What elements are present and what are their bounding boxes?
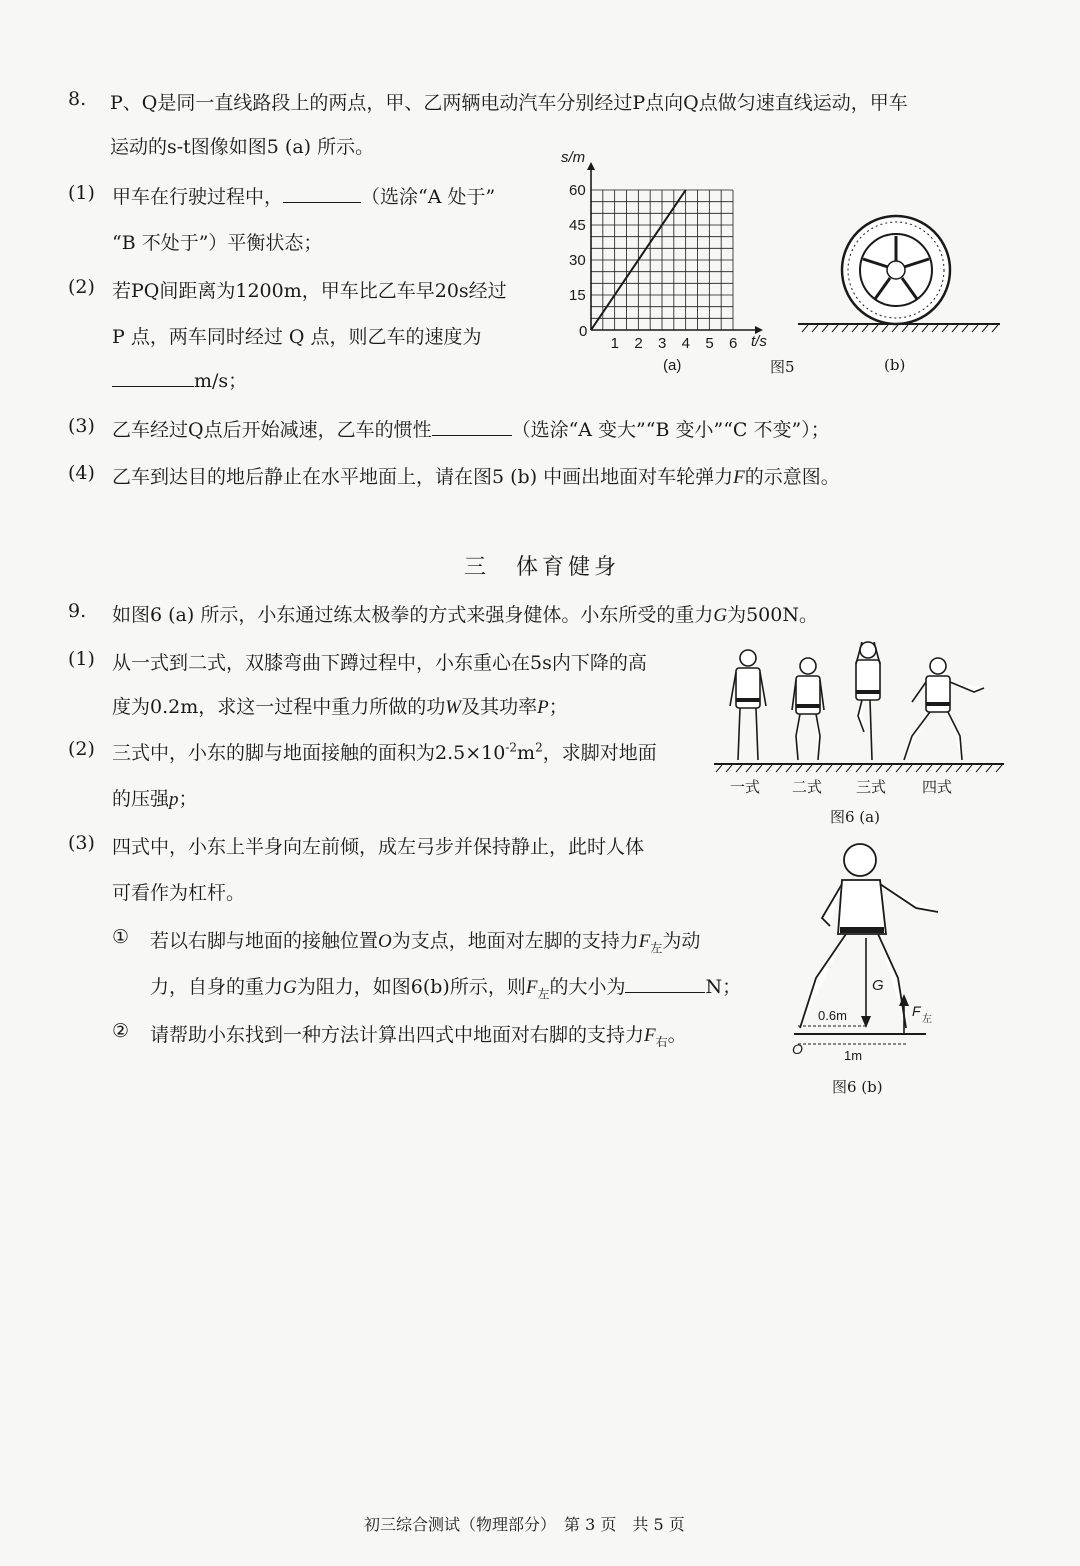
q8-part2-answer-blank[interactable] [112, 368, 194, 387]
x-tick-label: 6 [729, 335, 738, 352]
q9-number: 9. [68, 600, 87, 622]
q9-part1-line2 [112, 692, 568, 719]
q9-sub1-answer-blank[interactable] [625, 974, 705, 993]
fig6a-caption: 图6 (a) [830, 808, 880, 826]
q9-part2-exp1: -2 [505, 740, 518, 755]
q8-part1-number: (1) [68, 182, 95, 204]
q9-sub1-text-a1: 若以右脚与地面的接触位置 [150, 930, 379, 952]
q8-part2-line3 [112, 366, 247, 393]
q8-part3-text-b: （选涂“A 变大”“B 变小”“C 不变”）； [511, 419, 830, 441]
q9-part1-P: P [537, 697, 549, 718]
q9-part3-line1: 四式中，小东上半身向左前倾，成左弓步并保持静止，此时人体 [112, 836, 645, 858]
q9-part2-text-b1: 的压强 [112, 788, 170, 810]
q8-part4-text-b: 的示意图。 [744, 466, 840, 488]
label-1m: 1m [844, 1048, 863, 1063]
chart-y-axis-label: s/m [561, 149, 586, 166]
y-axis-arrow [587, 162, 595, 170]
q9-sub1-text-b4: N； [705, 976, 742, 998]
y-tick-label: 15 [569, 287, 586, 304]
pose-1-figure [730, 650, 766, 760]
section-title: 三 体育健身 [464, 555, 621, 580]
page-footer: 初三综合测试（物理部分） 第 3 页 共 5 页 [364, 1515, 685, 1534]
q9-sub1-line2 [150, 972, 741, 1002]
q9-part2-line2 [112, 784, 198, 811]
q9-part3-line2: 可看作为杠杆。 [112, 882, 246, 904]
q9-sub2-text-b: 。 [667, 1024, 687, 1046]
pose-label-4: 四式 [922, 779, 953, 796]
q9-part1-W: W [445, 697, 462, 718]
label-0-6m: 0.6m [818, 1008, 847, 1023]
x-tick-label: 2 [634, 335, 643, 352]
q9-sub2-line [150, 1020, 687, 1050]
pose-3-figure [856, 642, 880, 760]
q9-part1-text-b3: ； [548, 696, 568, 718]
chart-grid [591, 190, 733, 330]
q9-part2-exp2: 2 [535, 740, 543, 755]
q9-intro [112, 600, 818, 627]
q8-part2-line2: P 点，两车同时经过 Q 点，则乙车的速度为 [112, 326, 482, 348]
q8-part4-number: (4) [68, 462, 95, 484]
figure-right-arm [880, 884, 938, 912]
q9-sub1-F-sub: 左 [650, 940, 663, 955]
pose-label-1: 一式 [730, 779, 761, 796]
q8-part3-number: (3) [68, 415, 95, 437]
q9-sub1-text-a3: 为动 [662, 930, 701, 952]
gravity-arrow-G [861, 938, 871, 1028]
q9-intro-text-b: 为500N。 [727, 604, 818, 626]
q9-part1-text-b2: 及其功率 [461, 696, 538, 718]
q9-sub2-number: ② [112, 1020, 130, 1042]
fig5b-wheel-diagram [796, 212, 1002, 338]
pose-2-figure [792, 658, 824, 760]
q9-sub1-F2-sub: 左 [537, 986, 550, 1001]
q8-intro-line2: 运动的s-t图像如图5 (a) 所示。 [110, 136, 375, 158]
q9-part2-text-b2: ； [178, 788, 198, 810]
wheel [842, 216, 950, 324]
y-tick-label: 30 [569, 252, 586, 269]
q9-part2-text-a: 三式中，小东的脚与地面接触的面积为2.5×10 [112, 742, 506, 764]
fig6a-poses [712, 636, 1008, 802]
q9-sub1-line1 [150, 926, 700, 956]
x-tick-label: 5 [705, 335, 714, 352]
q8-part2-line1: 若PQ间距离为1200m，甲车比乙车早20s经过 [112, 280, 507, 302]
q9-sub1-O: O [378, 931, 392, 952]
q8-part1-answer-blank[interactable] [283, 184, 361, 203]
pose-label-3: 三式 [856, 779, 887, 796]
label-G: G [872, 977, 884, 994]
chart-origin-label: 0 [579, 323, 588, 340]
q9-sub1-text-b2: 为阻力，如图6(b)所示，则 [296, 976, 526, 998]
x-tick-label: 3 [658, 335, 667, 352]
ground [798, 324, 1000, 332]
q9-part3-number: (3) [68, 832, 95, 854]
figure-head [844, 844, 876, 876]
fig5b-label: (b) [884, 356, 906, 374]
q9-intro-G: G [713, 605, 728, 626]
fig6b-caption: 图6 (b) [832, 1078, 883, 1096]
q8-intro-line1: P、Q是同一直线路段上的两点，甲、乙两辆电动汽车分别经过P点向Q点做匀速直线运动，甲车 [110, 92, 908, 114]
q8-part3-answer-blank[interactable] [432, 417, 512, 436]
q9-part2-text-a3: ，求脚对地面 [542, 742, 657, 764]
label-O: O [792, 1041, 803, 1057]
x-tick-label: 1 [610, 335, 620, 352]
q8-part1-text-a: 甲车在行驶过程中， [112, 186, 284, 208]
q9-part1-text-b1: 度为0.2m，求这一过程中重力所做的功 [112, 696, 446, 718]
y-tick-label: 60 [569, 182, 586, 199]
x-tick-label: 4 [681, 335, 691, 352]
q8-part1-line1 [112, 182, 495, 209]
q8-part4-text-a: 乙车到达目的地后静止在水平地面上，请在图5 (b) 中画出地面对车轮弹力 [112, 466, 734, 488]
q8-part3-text-a: 乙车经过Q点后开始减速，乙车的惯性 [112, 419, 432, 441]
q8-part1-text-b: （选涂“A 处于” [361, 186, 496, 208]
fig6b-lever-diagram [786, 838, 956, 1070]
q9-sub1-text-b3: 的大小为 [549, 976, 626, 998]
q9-part2-text-a2: m [517, 742, 536, 764]
q8-part2-unit: m/s； [194, 370, 248, 392]
fig5a-st-chart [555, 140, 785, 380]
q8-part2-number: (2) [68, 276, 95, 298]
q9-sub2-text-a: 请帮助小东找到一种方法计算出四式中地面对右脚的支持力 [150, 1024, 645, 1046]
q9-sub1-F2: F [525, 977, 538, 998]
q9-part2-p: p [169, 789, 179, 810]
label-F: F [912, 1003, 921, 1019]
q9-sub2-F: F [644, 1025, 656, 1046]
q9-part2-line1 [112, 738, 657, 765]
q9-sub1-text-a2: 为支点，地面对左脚的支持力 [391, 930, 639, 952]
y-tick-label: 45 [569, 217, 586, 234]
q9-sub2-F-sub: 右 [655, 1034, 668, 1049]
label-F-sub: 左 [922, 1014, 932, 1025]
q9-part2-number: (2) [68, 738, 95, 760]
fig5-caption: 图5 [770, 358, 795, 376]
q8-part3-line [112, 415, 830, 442]
q9-sub1-text-b1: 力，自身的重力 [150, 976, 284, 998]
q9-intro-text-a: 如图6 (a) 所示，小东通过练太极拳的方式来强身健体。小东所受的重力 [112, 604, 714, 626]
q9-sub1-G: G [283, 977, 297, 998]
fig5a-label: (a) [663, 357, 682, 374]
q9-part1-number: (1) [68, 648, 95, 670]
figure-torso [838, 880, 886, 934]
q9-sub1-F: F [638, 931, 651, 952]
q8-part1-line2: “B 不处于”）平衡状态； [112, 232, 323, 254]
pose-label-2: 二式 [792, 779, 823, 796]
q8-number: 8. [68, 88, 87, 110]
q9-sub1-number: ① [112, 926, 130, 948]
q9-part1-line1: 从一式到二式，双膝弯曲下蹲过程中，小东重心在5s内下降的高 [112, 652, 647, 674]
q8-part4-line [112, 462, 840, 489]
q8-part4-F: F [733, 467, 745, 488]
chart-x-axis-label: t/s [751, 333, 767, 350]
pose-4-figure [904, 658, 984, 760]
